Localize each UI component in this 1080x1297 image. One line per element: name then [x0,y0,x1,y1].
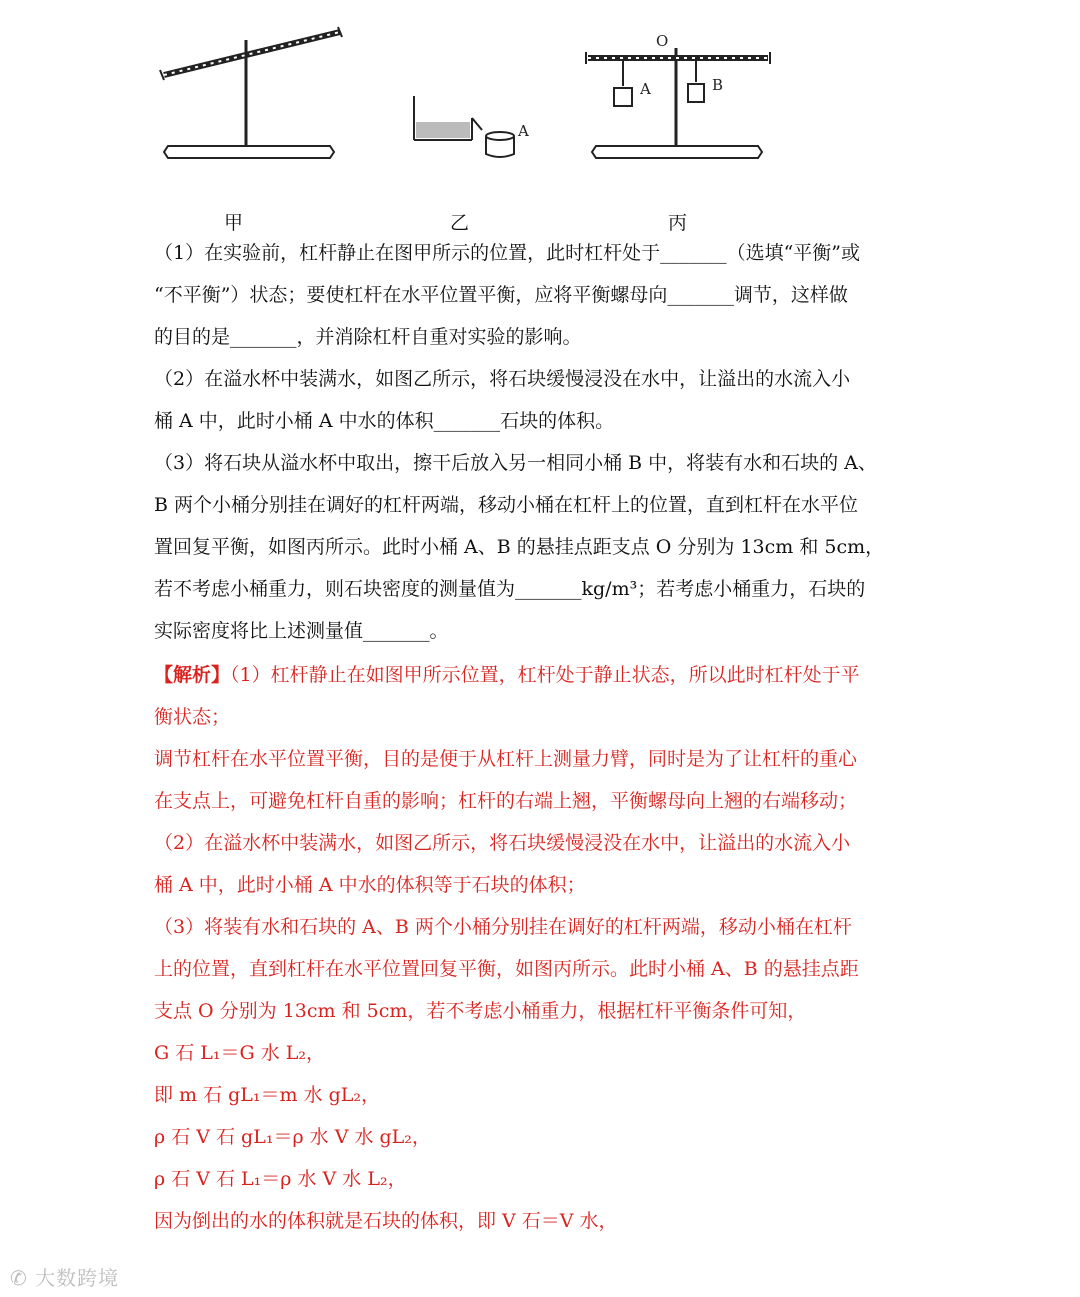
figure-drawings [150,20,950,220]
analysis-3-line-1: （3）将装有水和石块的 A、B 两个小桶分别挂在调好的杠杆两端，移动小桶在杠杆 [154,916,852,938]
figure-bing-lever [586,48,770,158]
equation-4: ρ 石 V 石 L₁＝ρ 水 V 水 L₂， [154,1168,407,1190]
analysis-1-line-2: 衡状态； [154,706,231,728]
figures-area [150,20,950,234]
watermark-logo-icon: ✆ [10,1266,36,1290]
question-2-line-2: 桶 A 中，此时小桶 A 中水的体积_______石块的体积。 [154,410,615,432]
analysis-1-text: （1）杠杆静止在如图甲所示位置，杠杆处于静止状态，所以此时杠杆处于平 [230,664,860,686]
question-3-line-5: 实际密度将比上述测量值_______。 [154,620,449,642]
question-3-line-1: （3）将石块从溢水杯中取出，擦干后放入另一相同小桶 B 中，将装有水和石块的 A、 [154,452,877,474]
figure-caption-yi: 乙 [450,212,470,234]
equation-2: 即 m 石 gL₁＝m 水 gL₂， [154,1084,381,1106]
question-1-line-2: “不平衡”）状态；要使杠杆在水平位置平衡，应将平衡螺母向_______调节，这样做 [154,284,848,306]
figure-yi-label-a: A [518,122,529,140]
watermark-text: 大数跨境 [35,1266,120,1290]
watermark [10,1262,119,1291]
analysis-tag: 【解析】 [154,664,231,686]
analysis-line-1 [154,654,954,696]
analysis-1-line-3: 调节杠杆在水平位置平衡，目的是便于从杠杆上测量力臂，同时是为了让杠杆的重心 [154,748,858,770]
analysis-1-line-4: 在支点上，可避免杠杆自重的影响；杠杆的右端上翘，平衡螺母向上翘的右端移动； [154,790,858,812]
question-3-line-2: B 两个小桶分别挂在调好的杠杆两端，移动小桶在杠杆上的位置，直到杠杆在水平位 [154,494,859,516]
question-2-line-1: （2）在溢水杯中装满水，如图乙所示，将石块缓慢浸没在水中，让溢出的水流入小 [154,368,851,390]
question-3-line-3: 置回复平衡，如图丙所示。此时小桶 A、B 的悬挂点距支点 O 分别为 13cm 和 5cm， [154,536,885,558]
figure-caption-bing: 丙 [668,212,688,234]
analysis-2-line-2: 桶 A 中，此时小桶 A 中水的体积等于石块的体积； [154,874,586,896]
figure-caption-jia: 甲 [224,212,244,234]
analysis-3-line-3: 支点 O 分别为 13cm 和 5cm，若不考虑小桶重力，根据杠杆平衡条件可知， [154,1000,807,1022]
figure-bing-label-o: O [656,32,669,50]
analysis-3-line-2: 上的位置，直到杠杆在水平位置回复平衡，如图丙所示。此时小桶 A、B 的悬挂点距 [154,958,859,980]
question-1-line-3: 的目的是_______，并消除杠杆自重对实验的影响。 [154,326,582,348]
document-text [154,232,954,1242]
question-1-line-1: （1）在实验前，杠杆静止在图甲所示的位置，此时杠杆处于_______（选填“平衡”或 [154,242,861,264]
figure-yi-overflow-cup [414,96,514,157]
figure-jia-lever [160,27,342,158]
equation-3: ρ 石 V 石 gL₁＝ρ 水 V 水 gL₂， [154,1126,431,1148]
question-3-line-4: 若不考虑小桶重力，则石块密度的测量值为_______kg/m³；若考虑小桶重力，石块的 [154,578,866,600]
figure-bing-label-b: B [712,76,724,94]
figure-bing-label-a: A [640,80,651,98]
analysis-last-line: 因为倒出的水的体积就是石块的体积，即 V 石＝V 水， [154,1210,618,1232]
analysis-2-line-1: （2）在溢水杯中装满水，如图乙所示，将石块缓慢浸没在水中，让溢出的水流入小 [154,832,851,854]
equation-1: G 石 L₁＝G 水 L₂， [154,1042,325,1064]
